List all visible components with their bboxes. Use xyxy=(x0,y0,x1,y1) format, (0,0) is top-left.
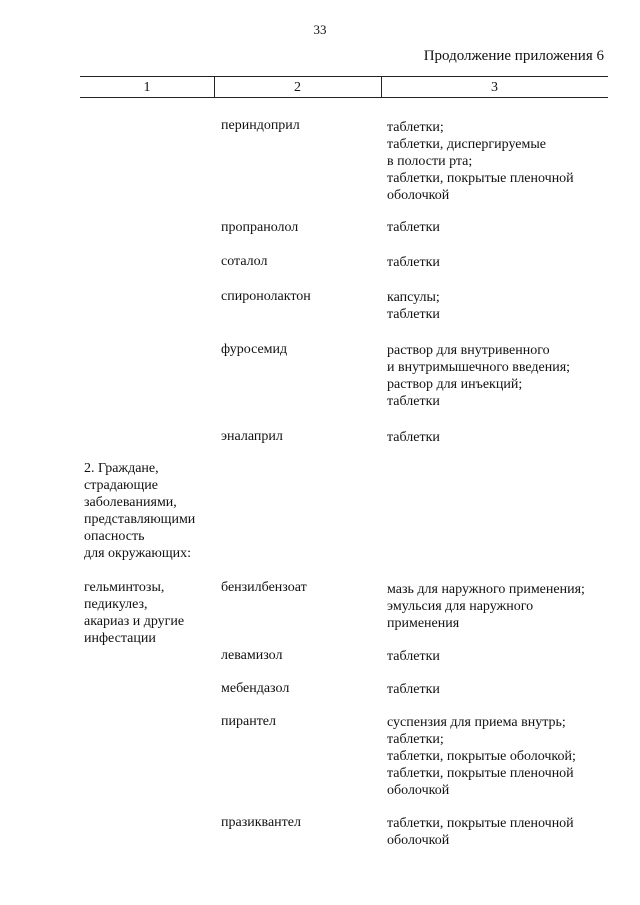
drug-name: бензилбензоат xyxy=(221,580,307,595)
dosage-forms: раствор для внутривенного и внутримышечного введения; раствор для инъекций; таблетки xyxy=(387,343,571,409)
drug-name: фуросемид xyxy=(221,342,288,357)
drug-name: левамизол xyxy=(221,648,283,663)
dosage-forms: таблетки xyxy=(387,255,440,270)
patient-category: 2. Граждане, страдающие заболеваниями, представляющими опасность для окружающих: xyxy=(84,461,196,561)
drug-name: пропранолол xyxy=(221,220,299,235)
column-header-3: 3 xyxy=(491,80,498,95)
dosage-forms: таблетки xyxy=(387,649,440,664)
drug-name: эналаприл xyxy=(221,429,283,444)
drug-name: мебендазол xyxy=(221,681,290,696)
drug-name: празиквантел xyxy=(221,815,301,830)
dosage-forms: таблетки xyxy=(387,682,440,697)
column-header-1: 1 xyxy=(143,80,151,95)
dosage-forms: таблетки xyxy=(387,430,440,445)
drug-name: периндоприл xyxy=(221,118,300,133)
dosage-forms: капсулы; таблетки xyxy=(387,290,440,322)
dosage-forms: таблетки xyxy=(387,220,440,235)
dosage-forms: суспензия для приема внутрь; таблетки; таблетки, покрытые оболочкой; таблетки, покрытые пленочной оболочкой xyxy=(387,715,576,798)
page-number: 33 xyxy=(313,22,327,37)
table-header-bottom-rule xyxy=(80,97,608,98)
dosage-forms: таблетки; таблетки, диспергируемые в полости рта; таблетки, покрытые пленочной оболочкой xyxy=(387,120,574,203)
table-header-top-rule xyxy=(80,76,608,77)
dosage-forms: мазь для наружного применения; эмульсия для наружного применения xyxy=(387,582,585,631)
appendix-continuation-title: Продолжение приложения 6 xyxy=(423,48,604,64)
drug-name: соталол xyxy=(221,254,268,269)
column-header-2: 2 xyxy=(294,80,301,95)
drug-name: пирантел xyxy=(221,714,277,729)
drug-name: спиронолактон xyxy=(221,289,311,304)
disease-subcategory: гельминтозы, педикулез, акариаз и другие инфестации xyxy=(84,580,185,646)
dosage-forms: таблетки, покрытые пленочной оболочкой xyxy=(387,816,574,848)
